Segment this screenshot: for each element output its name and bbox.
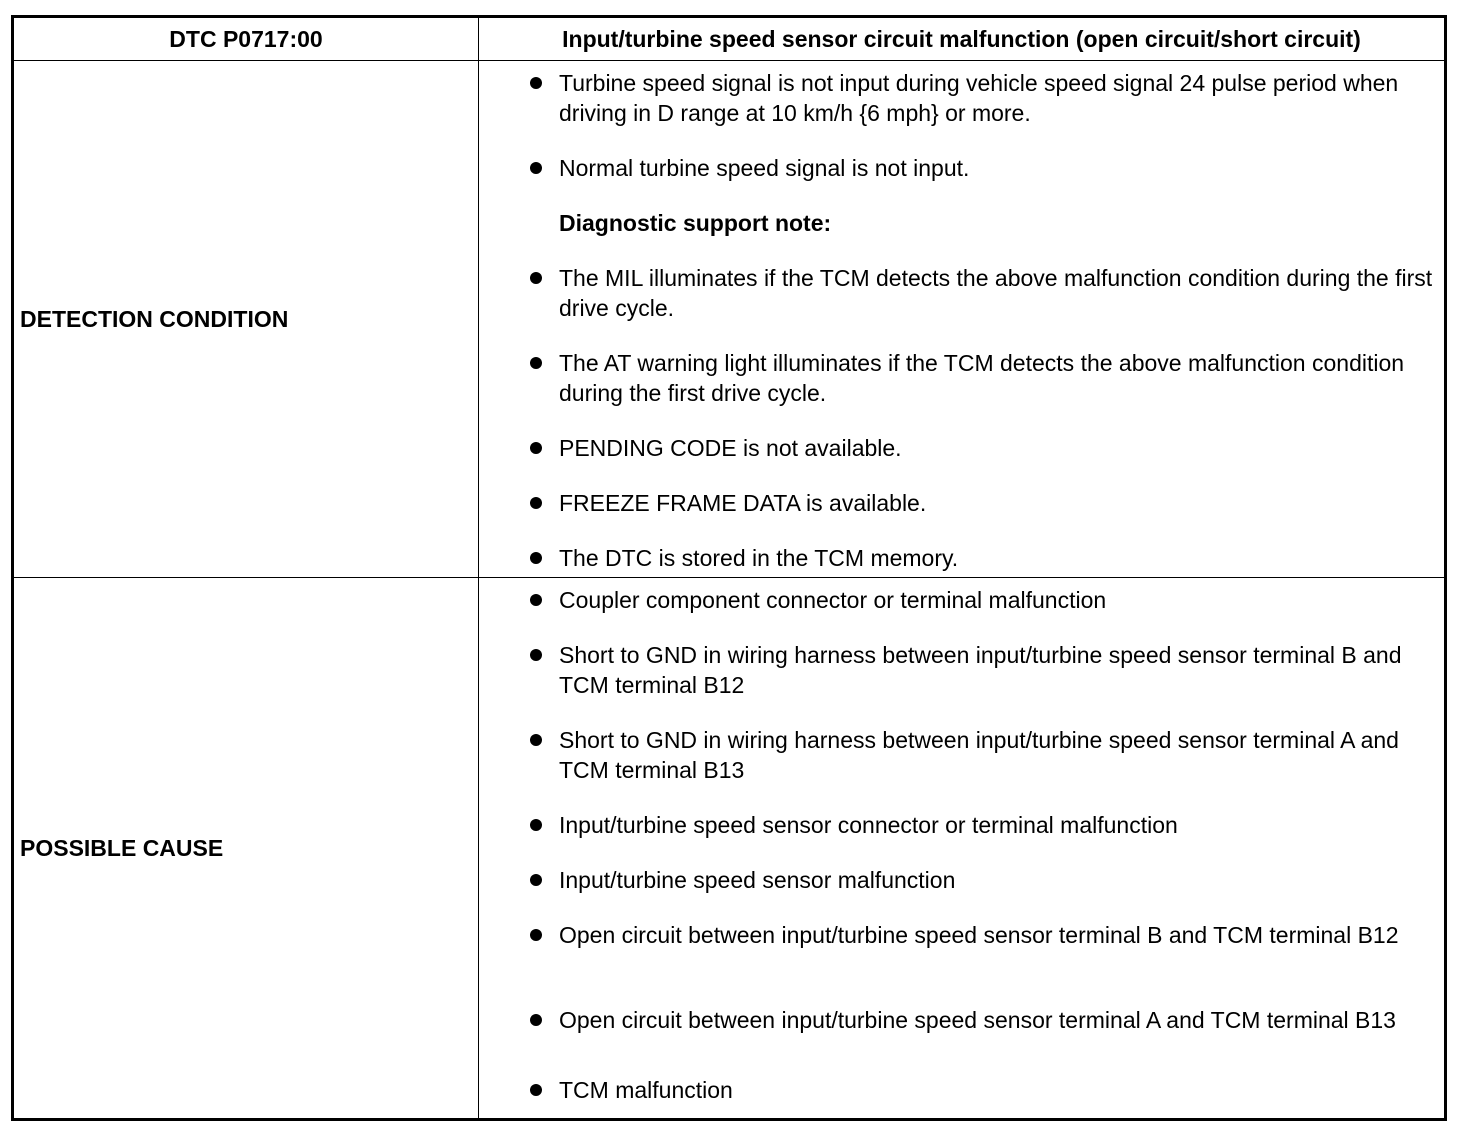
list-item-text: PENDING CODE is not available. (559, 435, 902, 461)
list-item-text: The DTC is stored in the TCM memory. (559, 545, 959, 571)
list-item (559, 488, 1436, 518)
detection-condition-row (14, 61, 1444, 578)
list-item (559, 640, 1436, 700)
list-item-text: Input/turbine speed sensor malfunction (559, 867, 956, 893)
diagnostic-support-note-heading: Diagnostic support note: (559, 210, 832, 236)
bullet-icon (530, 162, 542, 174)
table-header-row (14, 18, 1444, 61)
bullet-icon (530, 594, 542, 606)
list-item (559, 1075, 1436, 1105)
list-item-text: FREEZE FRAME DATA is available. (559, 490, 927, 516)
bullet-icon (530, 552, 542, 564)
bullet-icon (530, 497, 542, 509)
bullet-icon (530, 77, 542, 89)
possible-cause-row (14, 578, 1444, 1118)
bullet-icon (530, 649, 542, 661)
bullet-icon (530, 1084, 542, 1096)
bullet-icon (530, 1014, 542, 1026)
list-item (559, 725, 1436, 785)
bullet-icon (530, 819, 542, 831)
list-item (559, 433, 1436, 463)
list-item (559, 585, 1436, 615)
list-item (559, 810, 1436, 840)
list-item (559, 920, 1436, 950)
detection-condition-label: DETECTION CONDITION (14, 61, 479, 577)
bullet-icon (530, 929, 542, 941)
list-item (559, 348, 1436, 408)
bullet-icon (530, 442, 542, 454)
list-item-text: Normal turbine speed signal is not input. (559, 155, 970, 181)
list-item-text: The MIL illuminates if the TCM detects the above malfunction condition during the first drive cycle. (559, 265, 1433, 321)
list-item (559, 153, 1436, 183)
bullet-icon (530, 734, 542, 746)
list-item (559, 68, 1436, 128)
possible-cause-label: POSSIBLE CAUSE (14, 578, 479, 1118)
list-item-text: Short to GND in wiring harness between input/turbine speed sensor terminal B and TCM terminal B12 (559, 642, 1402, 698)
list-item-text: Open circuit between input/turbine speed sensor terminal B and TCM terminal B12 (559, 922, 1399, 948)
list-item-text: Open circuit between input/turbine speed sensor terminal A and TCM terminal B13 (559, 1007, 1396, 1033)
list-item (559, 865, 1436, 895)
list-item-text: Coupler component connector or terminal malfunction (559, 587, 1107, 613)
list-item-text: TCM malfunction (559, 1077, 733, 1103)
list-item-text: Turbine speed signal is not input during vehicle speed signal 24 pulse period when driving in D range at 10 km/h {6 mph} or more. (559, 70, 1399, 126)
dtc-code-cell: DTC P0717:00 (14, 18, 479, 60)
list-item (559, 1005, 1436, 1035)
bullet-icon (530, 272, 542, 284)
dtc-table (11, 15, 1447, 1121)
list-item (559, 543, 1436, 573)
dtc-title-cell: Input/turbine speed sensor circuit malfunction (open circuit/short circuit) (562, 25, 1361, 52)
list-item-text: Short to GND in wiring harness between input/turbine speed sensor terminal A and TCM terminal B13 (559, 727, 1399, 783)
possible-cause-content (479, 578, 1444, 1118)
list-item-text: Input/turbine speed sensor connector or terminal malfunction (559, 812, 1178, 838)
detection-condition-content (479, 61, 1444, 577)
list-item (559, 263, 1436, 323)
bullet-icon (530, 357, 542, 369)
bullet-icon (530, 874, 542, 886)
list-item-text: The AT warning light illuminates if the TCM detects the above malfunction condition during the first drive cycle. (559, 350, 1405, 406)
